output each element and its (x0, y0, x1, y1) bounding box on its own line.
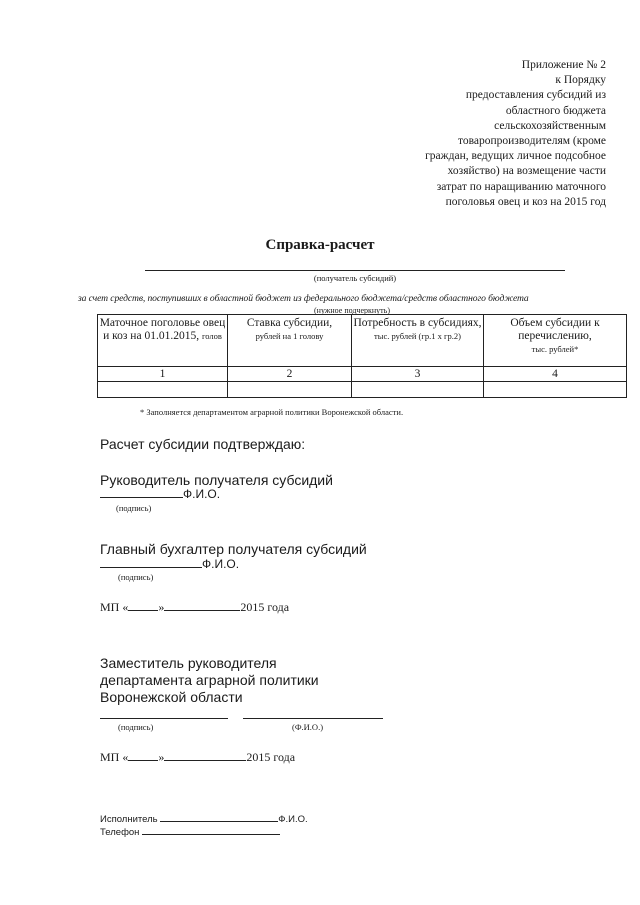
column-number: 4 (484, 367, 627, 382)
appendix-line: хозяйство) на возмещение части (447, 165, 606, 178)
appendix-line: к Порядку (555, 74, 606, 87)
funding-caption: (нужное подчеркнуть) (314, 306, 390, 315)
fio-caption: (Ф.И.О.) (292, 722, 324, 732)
header-livestock: Маточное поголовье овец и коз на 01.01.2015, голов (98, 315, 228, 367)
header-amount: Объем субсидии к перечислению, тыс. рублей* (484, 315, 627, 367)
column-number: 2 (228, 367, 352, 382)
executor-line[interactable]: Исполнитель Ф.И.О. (100, 814, 308, 825)
executor-blank[interactable] (160, 813, 278, 822)
table-number-row (98, 367, 627, 382)
fio-label: Ф.И.О. (202, 557, 240, 571)
column-number: 3 (352, 367, 484, 382)
accountant-title: Главный бухгалтер получателя субсидий (100, 541, 367, 557)
phone-blank[interactable] (142, 826, 280, 835)
head-signature-line[interactable] (100, 487, 220, 501)
signature-blank[interactable] (100, 487, 183, 498)
recipient-line[interactable] (145, 270, 565, 271)
calculation-table (97, 314, 627, 398)
signature-caption: (подпись) (116, 503, 152, 513)
appendix-line: поголовья овец и коз на 2015 год (445, 195, 606, 208)
recipient-caption: (получатель субсидий) (313, 273, 397, 283)
funding-text: за счет средств, поступивших в областной бюджет из федерального бюджета/средств областного бюджета (78, 293, 529, 304)
appendix-line: сельскохозяйственным (494, 119, 606, 132)
appendix-block (366, 58, 606, 210)
table-cell[interactable] (98, 382, 228, 398)
head-title: Руководитель получателя субсидий (100, 472, 333, 488)
appendix-line: товаропроизводителям (кроме (457, 135, 606, 148)
deputy-title: Заместитель руководителя департамента аграрной политики Воронежской области (100, 655, 319, 705)
deputy-signature-line[interactable] (100, 718, 228, 719)
appendix-line: граждан, ведущих личное подсобное (425, 150, 606, 163)
table-cell[interactable] (228, 382, 352, 398)
appendix-line: областного бюджета (505, 104, 606, 117)
day-blank[interactable] (128, 750, 158, 761)
table-header-row (98, 315, 627, 367)
day-blank[interactable] (128, 600, 158, 611)
signature-blank[interactable] (100, 557, 202, 568)
fio-label: Ф.И.О. (183, 487, 221, 501)
phone-line[interactable]: Телефон (100, 826, 280, 838)
footnote: * Заполняется департаментом аграрной политики Воронежской области. (140, 407, 404, 417)
stamp-date-line[interactable]: МП « » 2015 года (100, 600, 290, 614)
month-blank[interactable] (164, 750, 246, 761)
column-number: 1 (98, 367, 228, 382)
header-need: Потребность в субсидиях, тыс. рублей (гр.1 х гр.2) (352, 315, 484, 367)
confirm-heading: Расчет субсидии подтверждаю: (100, 436, 306, 452)
stamp-date-line[interactable]: МП « » 2015 года (100, 750, 296, 764)
table-row (98, 382, 627, 398)
deputy-fio-line[interactable] (243, 718, 383, 719)
header-rate: Ставка субсидии, рублей на 1 голову (228, 315, 352, 367)
appendix-line: затрат по наращиванию маточного (436, 180, 606, 193)
page-title: Справка-расчет (265, 237, 375, 253)
appendix-line: предоставления субсидий из (465, 89, 606, 102)
table-cell[interactable] (352, 382, 484, 398)
signature-caption: (подпись) (118, 572, 154, 582)
signature-caption: (подпись) (118, 722, 154, 732)
accountant-signature-line[interactable] (100, 557, 239, 571)
month-blank[interactable] (164, 600, 240, 611)
appendix-line: Приложение № 2 (521, 59, 606, 71)
table-cell[interactable] (484, 382, 627, 398)
